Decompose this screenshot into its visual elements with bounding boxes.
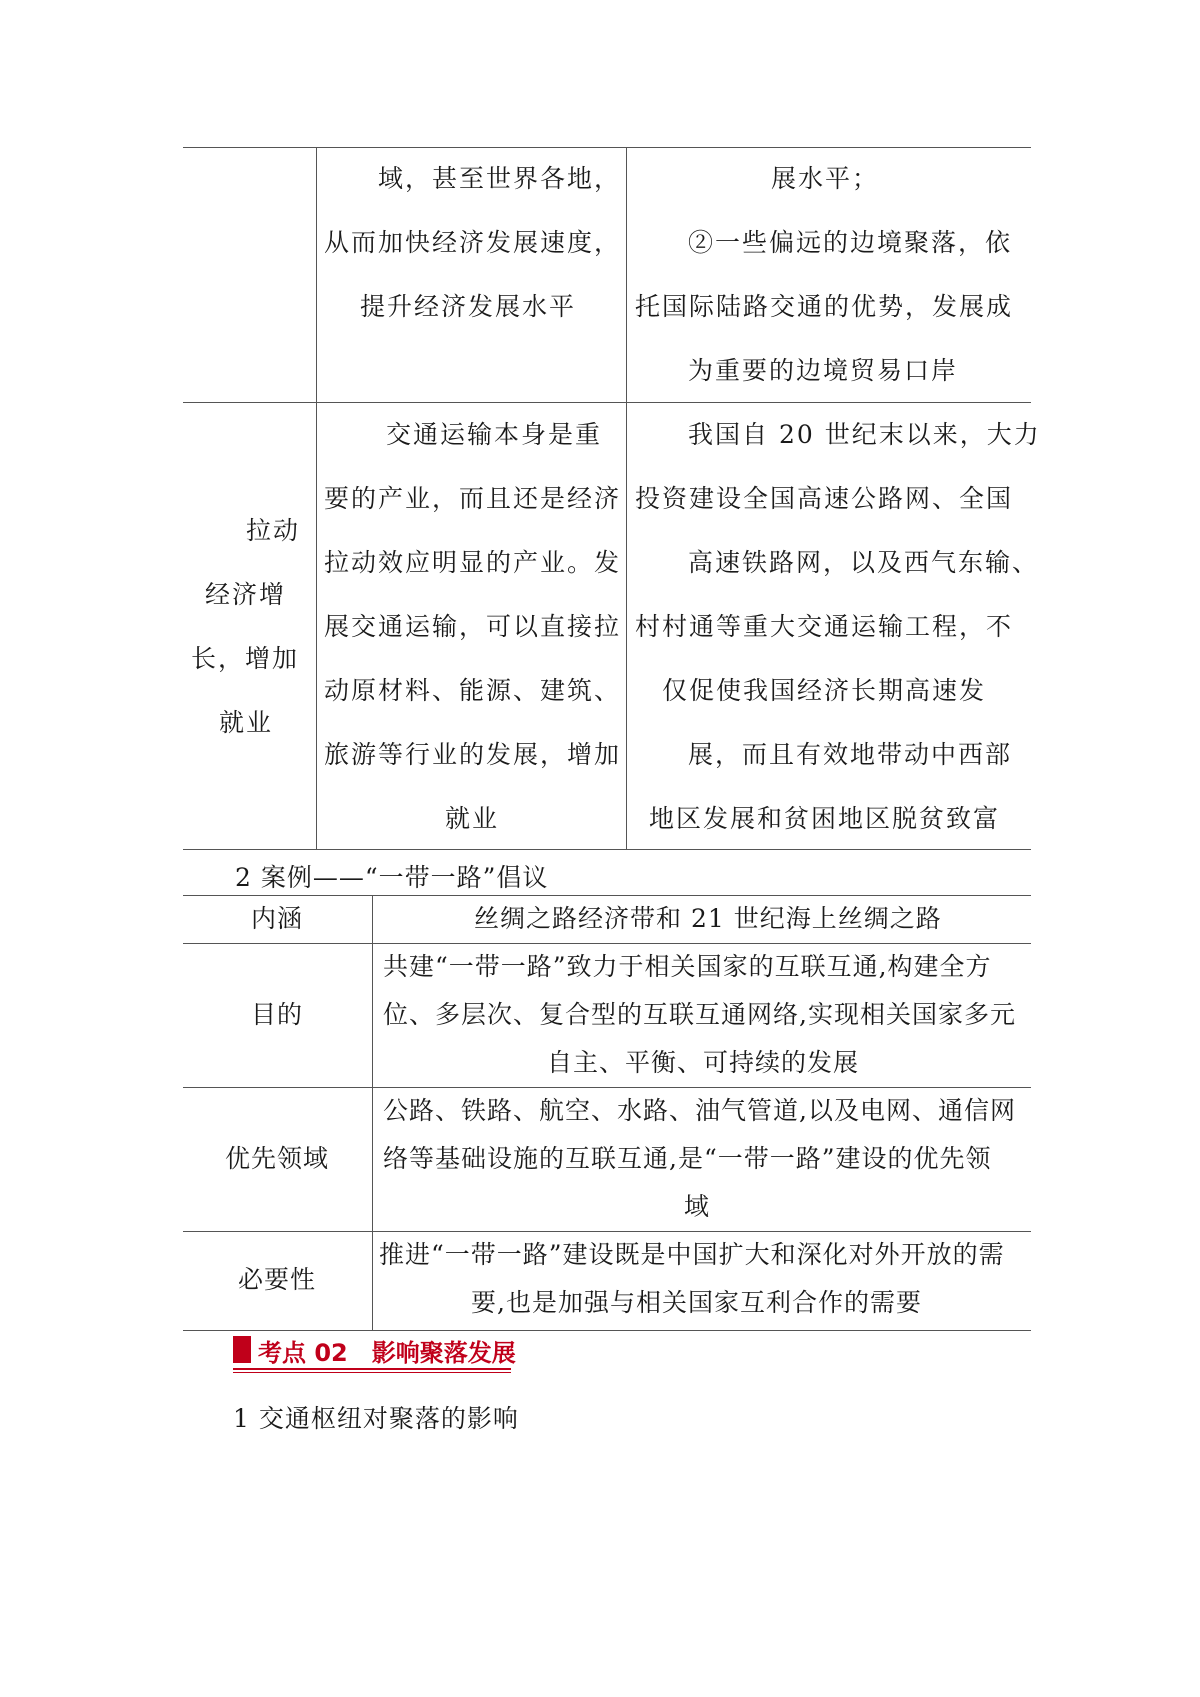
table-cell-line: 村村通等重大交通运输工程，不	[635, 612, 1014, 641]
table-cell-line: 展交通运输，可以直接拉	[324, 612, 622, 641]
row-label-necessity: 必要性	[238, 1265, 317, 1294]
table-cell-line: 展，而且有效地带动中西部	[688, 740, 1013, 769]
table-top-rule	[183, 147, 1031, 148]
table-caption: 2 案例——“一带一路”倡议	[235, 863, 549, 892]
table-cell-line: ②一些偏远的边境聚落，依	[688, 228, 1013, 257]
row-content-line: 络等基础设施的互联互通,是“一带一路”建设的优先领	[383, 1144, 992, 1173]
row-content-line: 域	[684, 1192, 711, 1221]
table-row-divider	[183, 402, 1031, 403]
row-content-line: 要,也是加强与相关国家互利合作的需要	[471, 1288, 922, 1317]
belt-and-road-table	[183, 895, 1031, 1331]
table-cell-line: 仅促使我国经济长期高速发	[662, 676, 987, 705]
table-cell-line: 动原材料、能源、建筑、	[324, 676, 622, 705]
row-content-line: 自主、平衡、可持续的发展	[547, 1048, 860, 1077]
row-content-line: 丝绸之路经济带和 21 世纪海上丝绸之路	[474, 904, 942, 933]
table-cell-line: 提升经济发展水平	[360, 292, 577, 321]
table-cell-line: 地区发展和贫困地区脱贫致富	[649, 804, 1001, 833]
table-cell-line: 投资建设全国高速公路网、全国	[635, 484, 1014, 513]
section-marker-icon	[233, 1336, 251, 1363]
table-row-label-line: 经济增	[205, 580, 287, 609]
row-label-priority-areas: 优先领域	[225, 1144, 330, 1173]
section-underline	[233, 1372, 511, 1373]
table-bottom-rule	[183, 1330, 1031, 1331]
table-row-label-line: 长，增加	[191, 644, 300, 673]
table-cell-line: 交通运输本身是重	[386, 420, 603, 449]
row-label-purpose: 目的	[251, 1000, 304, 1029]
row-content-line: 公路、铁路、航空、水路、油气管道,以及电网、通信网	[383, 1096, 1016, 1125]
table-column-divider	[626, 147, 627, 850]
table-cell-line: 高速铁路网，以及西气东输、	[688, 548, 1040, 577]
table-column-divider	[372, 895, 373, 1331]
table-column-divider	[316, 147, 317, 850]
row-label-connotation: 内涵	[251, 904, 304, 933]
table-top-rule	[183, 895, 1031, 896]
table-cell-line: 为重要的边境贸易口岸	[688, 356, 959, 385]
table-row-divider	[183, 1087, 1031, 1088]
table-cell-line: 就业	[445, 804, 500, 833]
table-cell-line: 拉动效应明显的产业。发	[324, 548, 622, 577]
row-content-line: 推进“一带一路”建设既是中国扩大和深化对外开放的需	[379, 1240, 1005, 1269]
section-underline	[233, 1368, 511, 1370]
table-row-label-line: 拉动	[246, 516, 301, 545]
table-cell-line: 从而加快经济发展速度，	[324, 228, 622, 257]
table-row-divider	[183, 1231, 1031, 1232]
continued-table	[183, 147, 1041, 850]
table-cell-line: 托国际陆路交通的优势，发展成	[635, 292, 1014, 321]
table-cell-line: 展水平；	[771, 164, 880, 193]
table-cell-line: 旅游等行业的发展，增加	[324, 740, 622, 769]
table-row-divider	[183, 943, 1031, 944]
table-cell-line: 我国自 20 世纪末以来，大力	[688, 420, 1041, 449]
subsection-heading: 1 交通枢纽对聚落的影响	[233, 1404, 519, 1433]
row-content-line: 位、多层次、复合型的互联互通网络,实现相关国家多元	[383, 1000, 1016, 1029]
section-title: 考点 02 影响聚落发展	[258, 1339, 516, 1367]
table-row-label-line: 就业	[219, 708, 274, 737]
row-content-line: 共建“一带一路”致力于相关国家的互联互通,构建全方	[383, 952, 992, 981]
table-cell-line: 域，甚至世界各地，	[378, 164, 622, 193]
table-cell-line: 要的产业，而且还是经济	[324, 484, 622, 513]
table-bottom-rule	[183, 849, 1031, 850]
